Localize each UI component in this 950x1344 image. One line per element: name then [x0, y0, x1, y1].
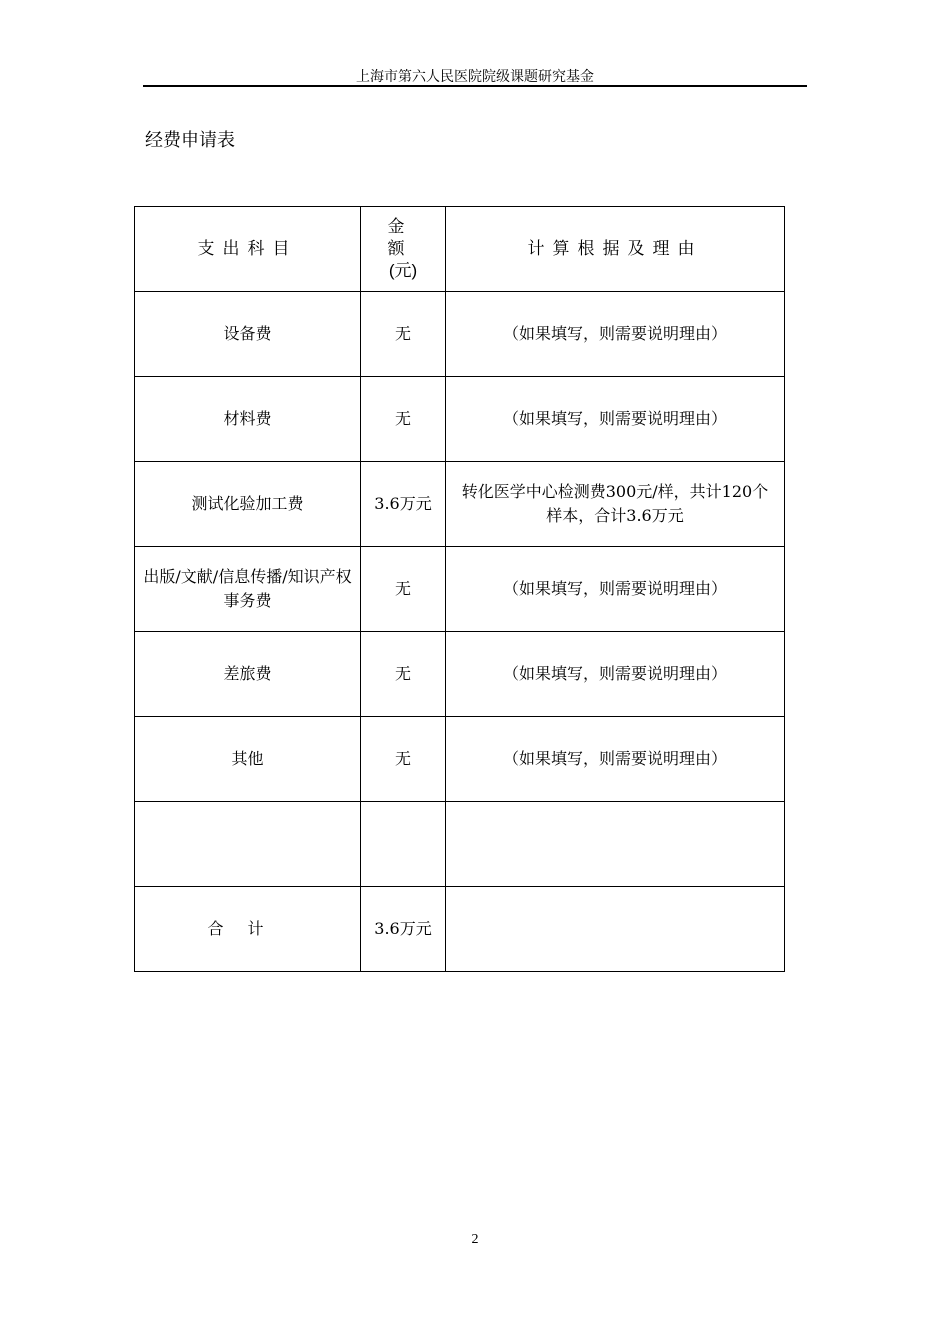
row-amount: 无 [361, 377, 446, 462]
table-row [135, 632, 785, 717]
header-amount-line1: 金 额 [387, 217, 419, 258]
row-item: 材料费 [135, 377, 361, 462]
page-number: 2 [471, 1232, 479, 1247]
row-amount: 无 [361, 547, 446, 632]
row-basis: （如果填写，则需要说明理由） [446, 717, 785, 802]
row-basis: （如果填写，则需要说明理由） [446, 377, 785, 462]
header-basis: 计算根据及理由 [446, 207, 785, 292]
table-row [135, 377, 785, 462]
row-basis: （如果填写，则需要说明理由） [446, 547, 785, 632]
row-amount: 无 [361, 717, 446, 802]
total-amount: 3.6万元 [361, 887, 446, 972]
table-header-row [135, 207, 785, 292]
row-item: 差旅费 [135, 632, 361, 717]
row-basis: （如果填写，则需要说明理由） [446, 632, 785, 717]
table-row [135, 802, 785, 887]
budget-table [134, 206, 785, 972]
row-item: 设备费 [135, 292, 361, 377]
row-basis: （如果填写，则需要说明理由） [446, 292, 785, 377]
row-item: 出版/文献/信息传播/知识产权事务费 [135, 547, 361, 632]
table-row [135, 717, 785, 802]
row-amount: 无 [361, 292, 446, 377]
table-row [135, 292, 785, 377]
header-amount [361, 207, 446, 292]
total-label: 合计 [135, 887, 361, 972]
table-row [135, 547, 785, 632]
form-title: 经费申请表 [145, 130, 235, 151]
total-row [135, 887, 785, 972]
header-item: 支出科目 [135, 207, 361, 292]
row-basis: 转化医学中心检测费300元/样，共计120个样本，合计3.6万元 [446, 462, 785, 547]
total-basis [446, 887, 785, 972]
row-amount: 3.6万元 [361, 462, 446, 547]
table-row [135, 462, 785, 547]
header-divider [143, 85, 807, 87]
page-header: 上海市第六人民医院院级课题研究基金 [356, 69, 594, 85]
row-amount: 无 [361, 632, 446, 717]
header-amount-line2: (元) [388, 261, 418, 280]
row-item: 测试化验加工费 [135, 462, 361, 547]
row-item: 其他 [135, 717, 361, 802]
row-amount [361, 802, 446, 887]
row-item [135, 802, 361, 887]
row-basis [446, 802, 785, 887]
